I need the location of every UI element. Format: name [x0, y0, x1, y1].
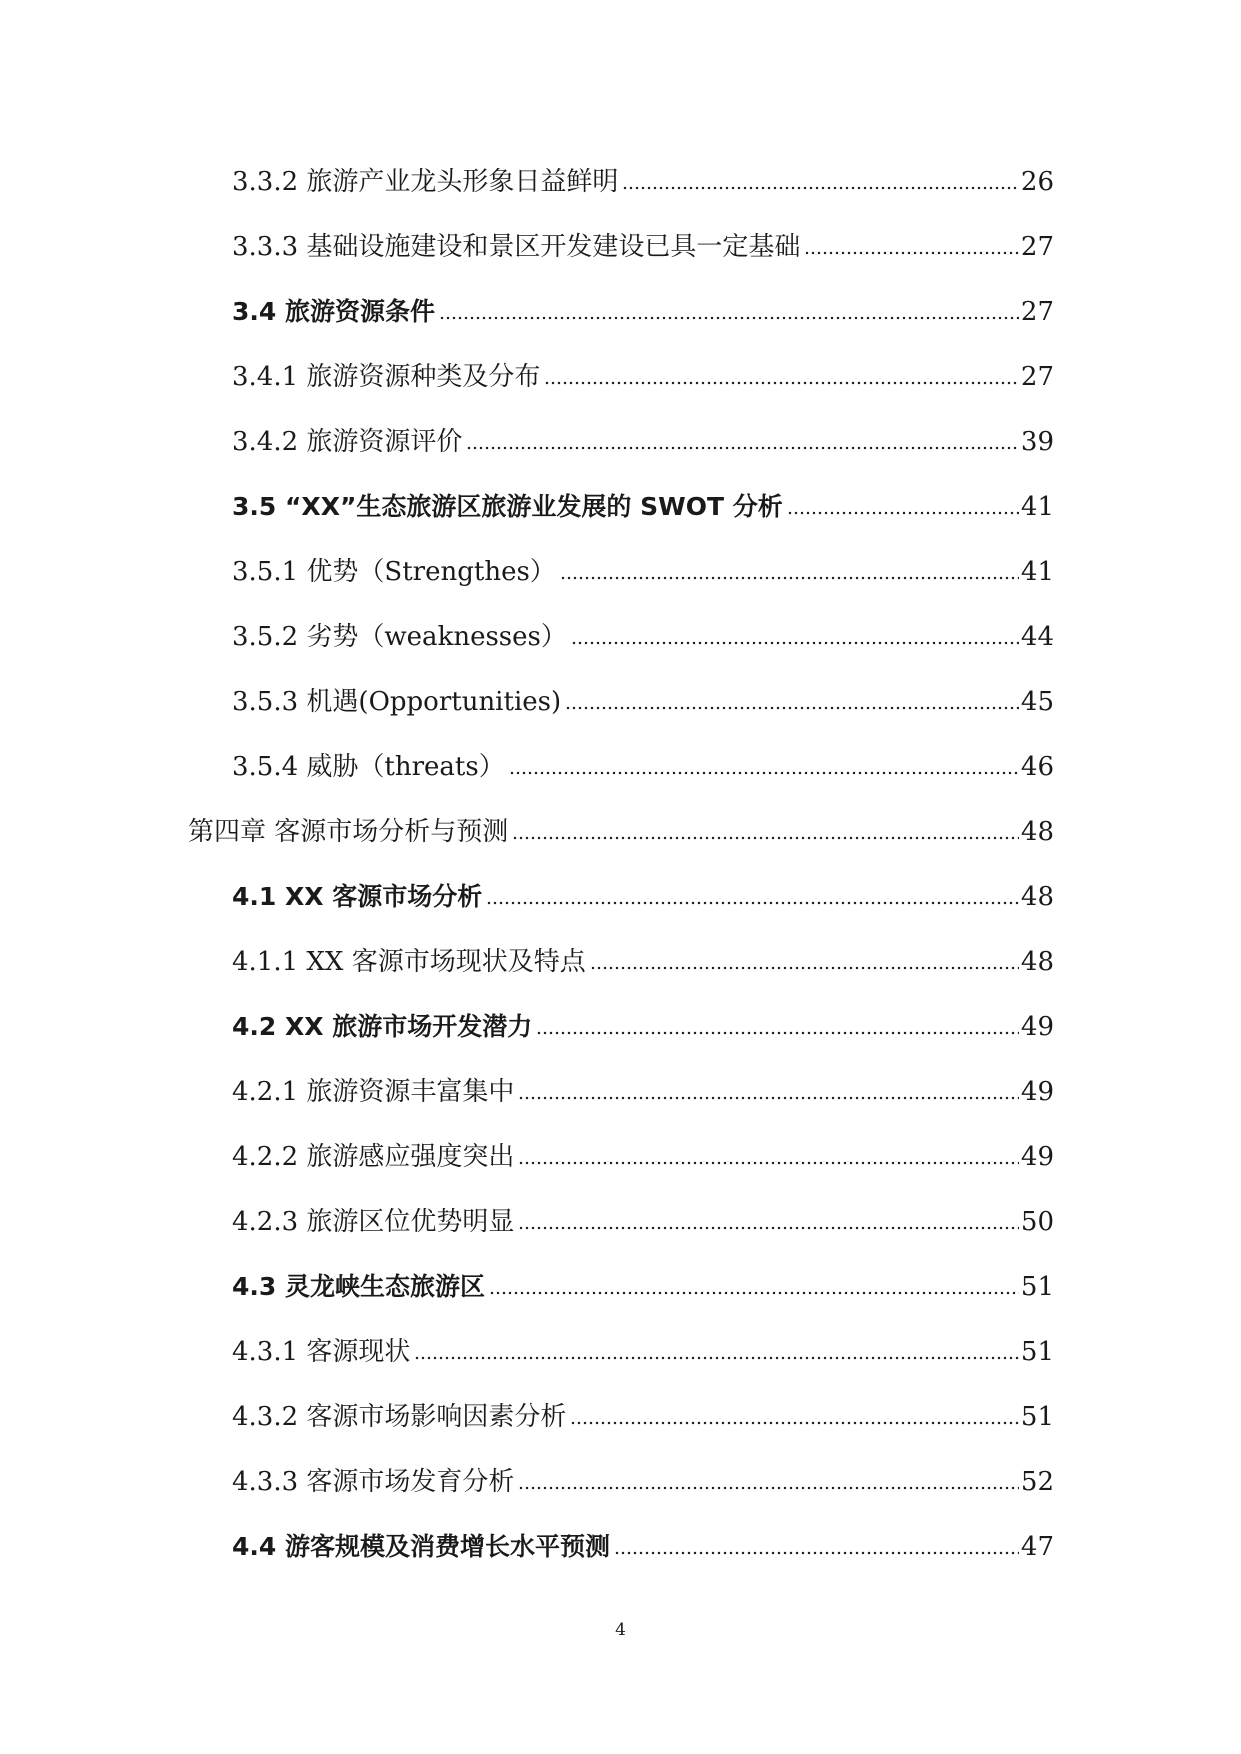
- toc-entry-title: 4.4 游客规模及消费增长水平预测: [232, 1532, 610, 1561]
- toc-entry-page: 48: [1020, 817, 1054, 847]
- toc-entry-title: 4.3.3 客源市场发育分析: [232, 1467, 515, 1497]
- toc-entry-title: 4.1 XX 客源市场分析: [232, 882, 483, 911]
- toc-entry[interactable]: [232, 162, 1054, 202]
- dot-leader: [518, 1484, 1018, 1492]
- dot-leader: [622, 184, 1018, 192]
- toc-entry[interactable]: [232, 1267, 1054, 1307]
- toc-entry-title: 3.5.3 机遇(Opportunities): [232, 687, 562, 717]
- dot-leader: [590, 964, 1019, 972]
- dot-leader: [560, 574, 1019, 582]
- toc-entry-page: 49: [1020, 1077, 1054, 1107]
- toc-entry[interactable]: [232, 487, 1054, 527]
- toc-entry-title: 3.5.2 劣势（weaknesses）: [232, 622, 567, 652]
- toc-entry-page: 27: [1020, 362, 1054, 392]
- toc-entry-title: 3.5.4 威胁（threats）: [232, 752, 505, 782]
- toc-entry-page: 47: [1020, 1532, 1054, 1562]
- toc-entry[interactable]: [232, 292, 1054, 332]
- toc-entry-title: 3.5.1 优势（Strengthes）: [232, 557, 556, 587]
- toc-entry-page: 50: [1020, 1207, 1054, 1237]
- toc-entry-title: 4.3.2 客源市场影响因素分析: [232, 1402, 567, 1432]
- toc-entry[interactable]: [232, 1397, 1054, 1437]
- dot-leader: [804, 249, 1018, 257]
- toc-entry[interactable]: [232, 357, 1054, 397]
- toc-entry-page: 26: [1020, 167, 1054, 197]
- dot-leader: [466, 444, 1018, 452]
- toc-entry-title: 3.4 旅游资源条件: [232, 297, 435, 326]
- toc-entry-page: 49: [1020, 1012, 1054, 1042]
- dot-leader: [509, 769, 1019, 777]
- toc-entry-title: 4.2.2 旅游感应强度突出: [232, 1142, 515, 1172]
- toc-entry-page: 45: [1020, 687, 1054, 717]
- toc-entry[interactable]: [232, 422, 1054, 462]
- toc-entry-page: 27: [1020, 232, 1054, 262]
- toc-entry-title: 4.2.3 旅游区位优势明显: [232, 1207, 515, 1237]
- toc-entry[interactable]: [232, 617, 1054, 657]
- toc-entry[interactable]: [232, 1462, 1054, 1502]
- toc-entry-page: 52: [1020, 1467, 1054, 1497]
- toc-entry-page: 41: [1020, 492, 1054, 522]
- toc-entry-title: 3.5 “XX”生态旅游区旅游业发展的 SWOT 分析: [232, 492, 783, 521]
- toc-entry-title: 4.2 XX 旅游市场开发潜力: [232, 1012, 533, 1041]
- toc-entry-title: 3.4.2 旅游资源评价: [232, 427, 463, 457]
- dot-leader: [536, 1029, 1019, 1037]
- toc-entry-title: 4.3.1 客源现状: [232, 1337, 411, 1367]
- dot-leader: [512, 834, 1019, 842]
- dot-leader: [486, 899, 1019, 907]
- toc-entry[interactable]: [232, 1527, 1054, 1567]
- dot-leader: [518, 1094, 1018, 1102]
- toc-entry[interactable]: [232, 1332, 1054, 1372]
- page-number: 4: [615, 1620, 626, 1640]
- toc-entry-page: 51: [1020, 1402, 1054, 1432]
- dot-leader: [565, 704, 1019, 712]
- dot-leader: [489, 1289, 1019, 1297]
- toc-entry-chapter[interactable]: [188, 812, 1054, 852]
- toc-entry-page: 49: [1020, 1142, 1054, 1172]
- toc-entry[interactable]: [232, 747, 1054, 787]
- toc-entry-page: 46: [1020, 752, 1054, 782]
- toc-entry-title: 第四章 客源市场分析与预测: [188, 817, 509, 847]
- toc-entry-title: 3.3.3 基础设施建设和景区开发建设已具一定基础: [232, 232, 801, 262]
- dot-leader: [439, 314, 1019, 322]
- dot-leader: [414, 1354, 1018, 1362]
- dot-leader: [571, 639, 1019, 647]
- toc-entry-page: 51: [1020, 1272, 1054, 1302]
- toc-entry-page: 27: [1020, 297, 1054, 327]
- toc-entry[interactable]: [232, 682, 1054, 722]
- toc-entry[interactable]: [232, 942, 1054, 982]
- dot-leader: [518, 1224, 1018, 1232]
- dot-leader: [787, 509, 1019, 517]
- dot-leader: [544, 379, 1018, 387]
- toc-entry[interactable]: [232, 877, 1054, 917]
- toc-entry[interactable]: [232, 1072, 1054, 1112]
- dot-leader: [614, 1549, 1019, 1557]
- toc-entry-page: 44: [1020, 622, 1054, 652]
- toc-entry-page: 39: [1020, 427, 1054, 457]
- toc-entry-page: 41: [1020, 557, 1054, 587]
- toc-entry[interactable]: [232, 1007, 1054, 1047]
- toc-entry-page: 48: [1020, 882, 1054, 912]
- toc-entry-page: 51: [1020, 1337, 1054, 1367]
- toc-entry-page: 48: [1020, 947, 1054, 977]
- toc-entry[interactable]: [232, 227, 1054, 267]
- dot-leader: [518, 1159, 1018, 1167]
- toc-entry-title: 4.1.1 XX 客源市场现状及特点: [232, 947, 586, 977]
- toc-entry[interactable]: [232, 1137, 1054, 1177]
- toc-entry-title: 4.2.1 旅游资源丰富集中: [232, 1077, 515, 1107]
- toc-entry-title: 3.3.2 旅游产业龙头形象日益鲜明: [232, 167, 619, 197]
- dot-leader: [570, 1419, 1018, 1427]
- toc-entry[interactable]: [232, 1202, 1054, 1242]
- toc-entry-title: 3.4.1 旅游资源种类及分布: [232, 362, 541, 392]
- toc-entry[interactable]: [232, 552, 1054, 592]
- toc-entry-title: 4.3 灵龙峡生态旅游区: [232, 1272, 485, 1301]
